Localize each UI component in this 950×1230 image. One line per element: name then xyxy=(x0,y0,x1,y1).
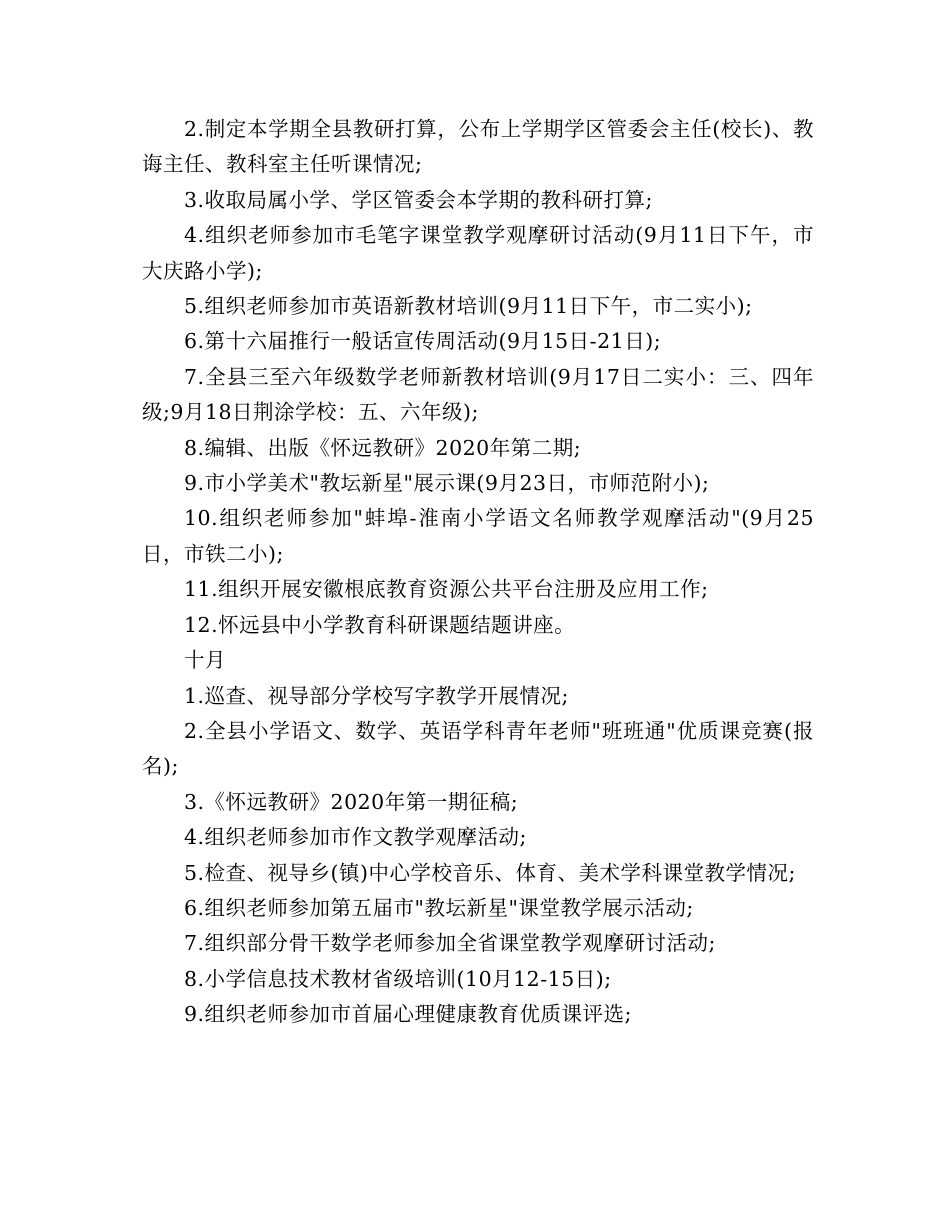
paragraph-item-2: 2.制定本学期全县教研打算，公布上学期学区管委会主任(校长)、教诲主任、教科室主任听课情况; xyxy=(142,117,814,177)
october-item-7: 7.组织部分骨干数学老师参加全省课堂教学观摩研讨活动; xyxy=(184,931,716,956)
paragraph-item-12: 12.怀远县中小学教育科研课题结题讲座。 xyxy=(184,612,576,637)
paragraph-item-7: 7.全县三至六年级数学老师新教材培训(9月17日二实小：三、四年级;9月18日荆涂学校：五、六年级); xyxy=(142,364,814,425)
october-item-4: 4.组织老师参加市作文教学观摩活动; xyxy=(184,825,527,850)
section-heading-october: 十月 xyxy=(184,648,226,673)
paragraph-item-9: 9.市小学美术"教坛新星"展示课(9月23日，市师范附小); xyxy=(184,471,710,496)
october-item-8: 8.小学信息技术教材省级培训(10月12-15日); xyxy=(184,966,612,991)
october-item-3: 3.《怀远教研》2020年第一期征稿; xyxy=(184,789,519,814)
paragraph-item-11: 11.组织开展安徽根底教育资源公共平台注册及应用工作; xyxy=(184,577,709,602)
document-body xyxy=(142,112,814,1033)
paragraph-item-6: 6.第十六届推行一般话宣传周活动(9月15日-21日); xyxy=(184,329,662,354)
paragraph-item-8: 8.编辑、出版《怀远教研》2020年第二期; xyxy=(184,435,582,460)
october-item-6: 6.组织老师参加第五届市"教坛新星"课堂教学展示活动; xyxy=(184,895,694,920)
paragraph-item-4: 4.组织老师参加市毛笔字课堂教学观摩研讨活动(9月11日下午，市大庆路小学); xyxy=(142,223,814,283)
paragraph-item-3: 3.收取局属小学、学区管委会本学期的教科研打算; xyxy=(184,187,653,212)
october-item-9: 9.组织老师参加市首届心理健康教育优质课评选; xyxy=(184,1002,632,1027)
october-item-5: 5.检查、视导乡(镇)中心学校音乐、体育、美术学科课堂教学情况; xyxy=(184,860,796,885)
october-item-1: 1.巡查、视导部分学校写字教学开展情况; xyxy=(184,683,569,708)
october-item-2: 2.全县小学语文、数学、英语学科青年老师"班班通"优质课竞赛(报名); xyxy=(142,718,814,779)
paragraph-item-10: 10.组织老师参加"蚌埠-淮南小学语文名师教学观摩活动"(9月25日，市铁二小); xyxy=(142,506,814,566)
paragraph-item-5: 5.组织老师参加市英语新教材培训(9月11日下午，市二实小); xyxy=(184,294,753,319)
